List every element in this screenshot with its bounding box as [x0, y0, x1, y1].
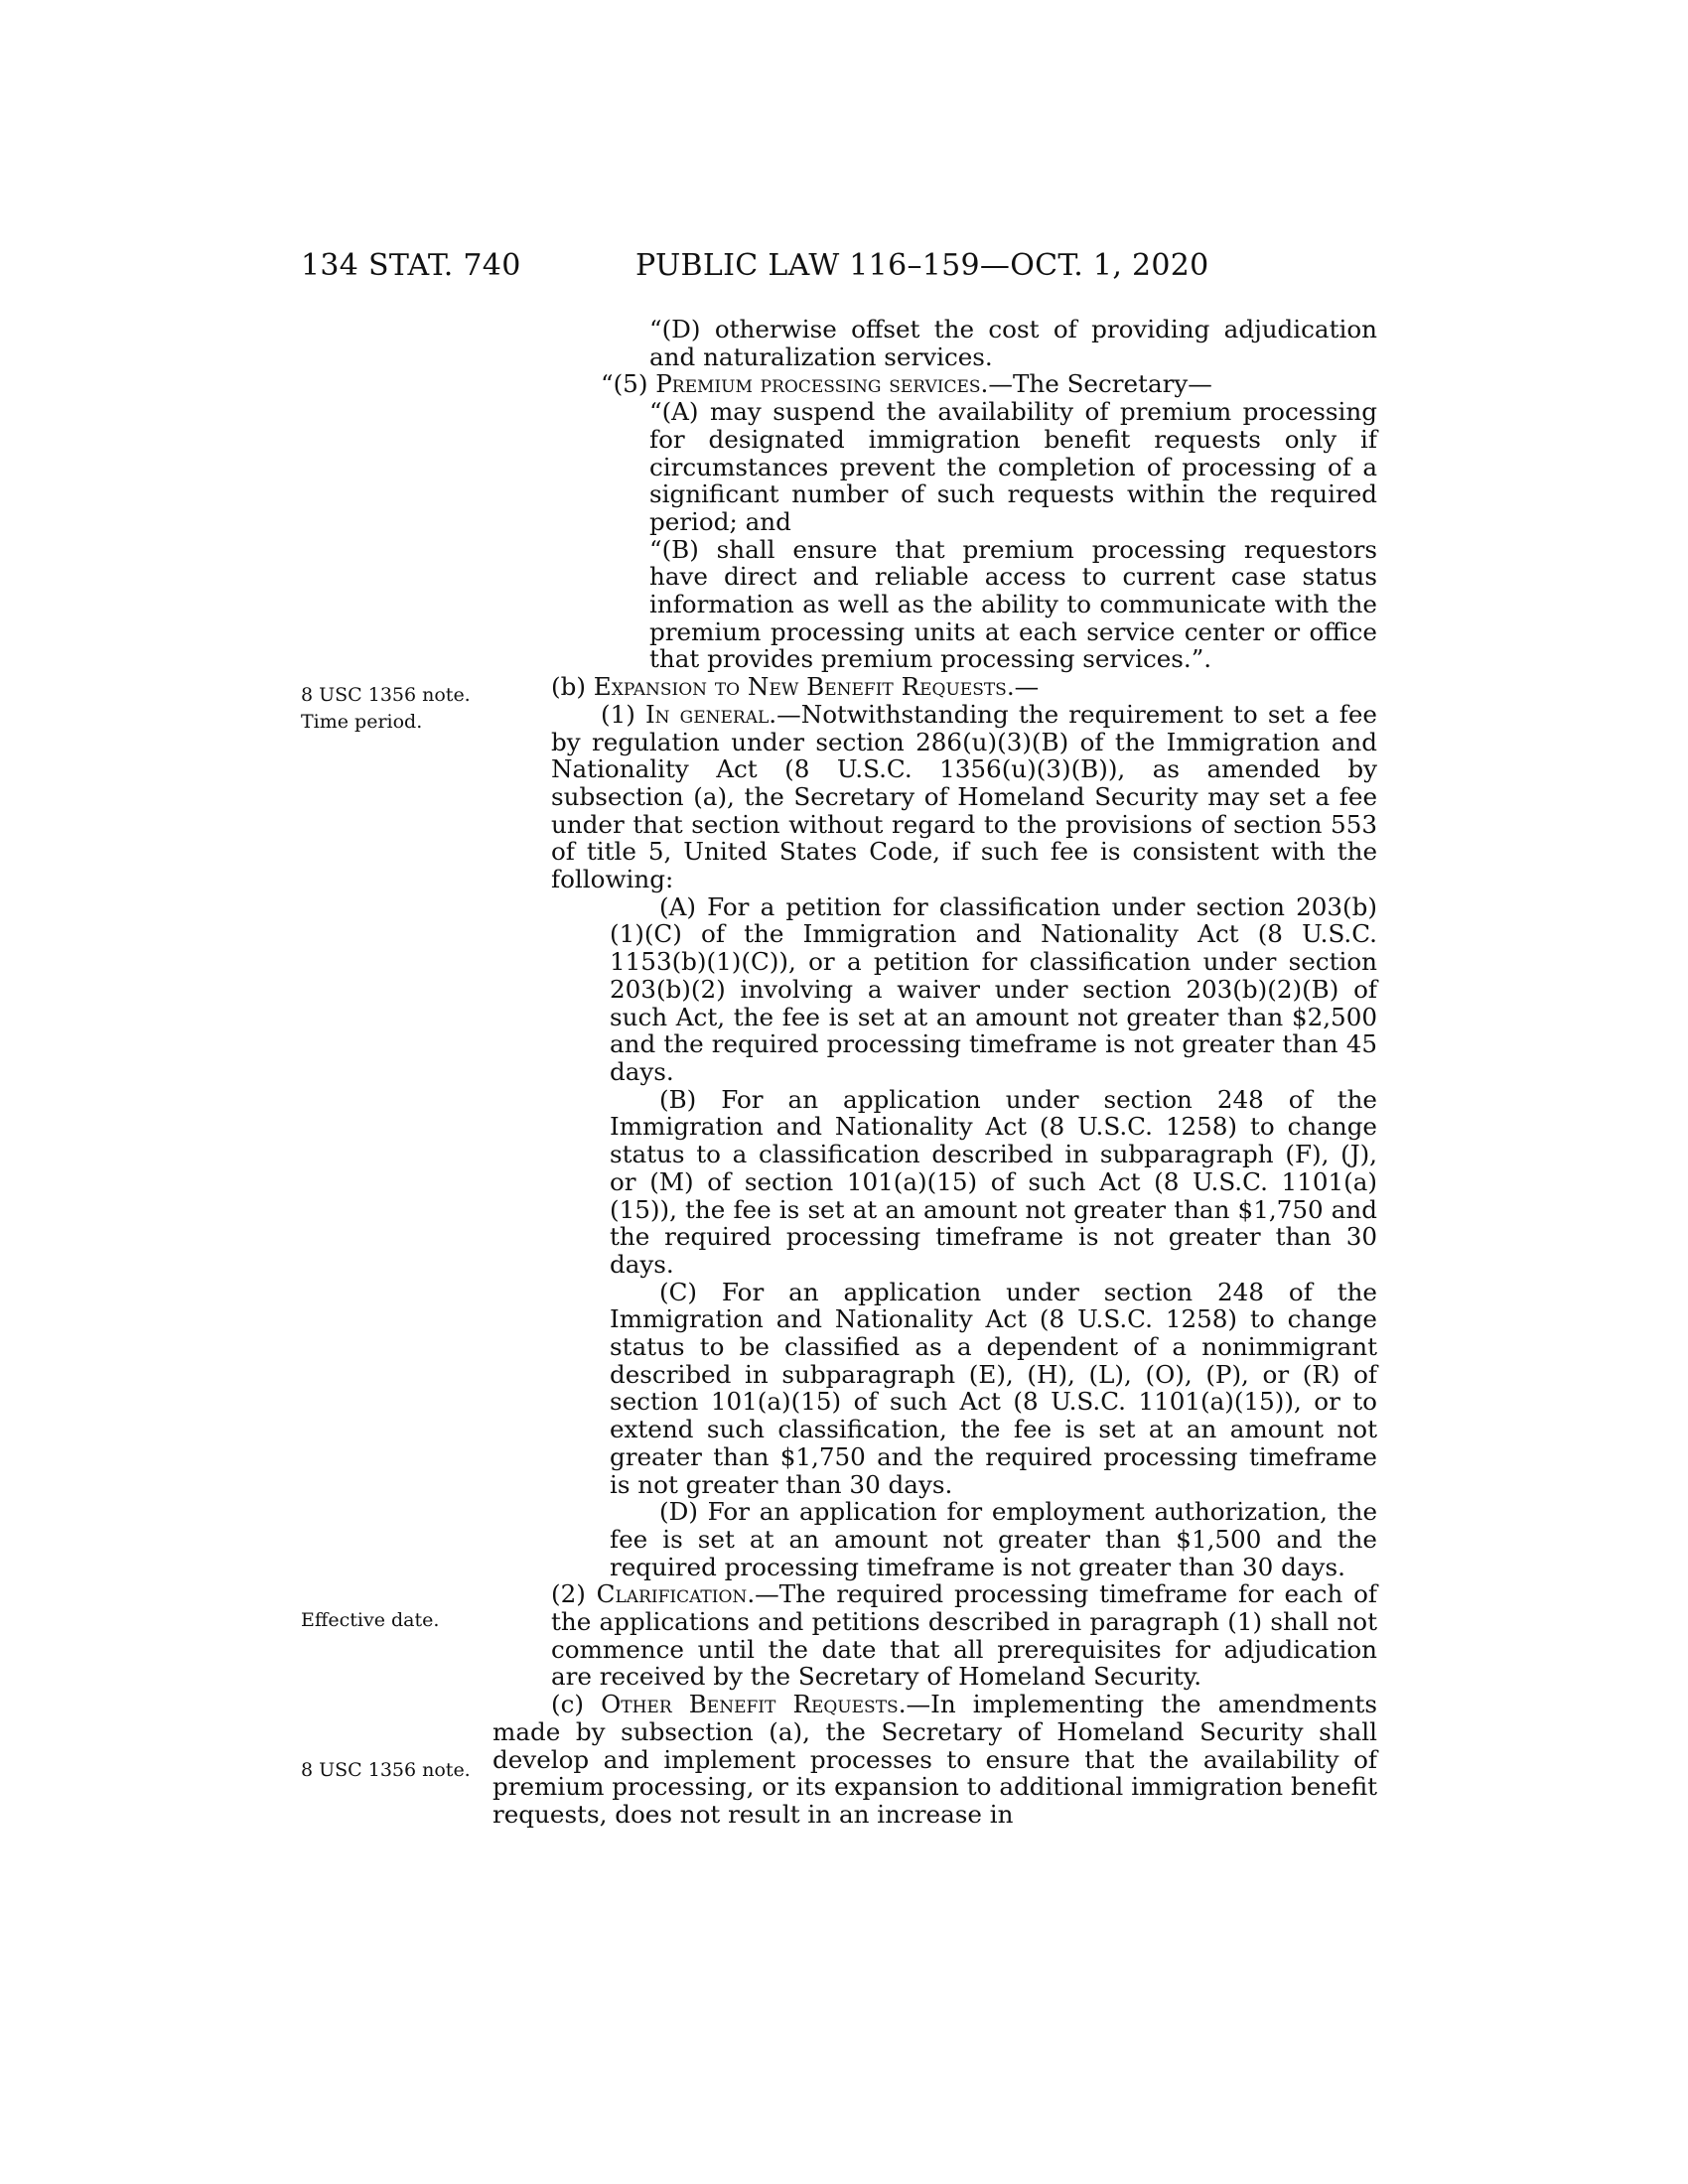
margin-note-time-period: Time period. — [301, 711, 423, 733]
margin-note-usc: 8 USC 1356 note. — [301, 684, 471, 706]
subsection-b-number: (b) — [551, 672, 594, 702]
clause-a: “(A) may suspend the availability of premium processing for designated immigration benefit requests only if circumstances prevent the completion of processing of a significant number of such requests within the required period; and — [649, 397, 1377, 536]
subsection-c-heading: Other Benefit Requests — [601, 1690, 899, 1719]
subsection-b-heading: Expansion to New Benefit Requests — [593, 672, 1007, 702]
subparagraph-d: (D) For an application for employment authorization, the fee is set at an amount not greater than $1,500 and the required processing timeframe is not greater than 30 days. — [610, 1497, 1377, 1581]
margin-note-effective-date: Effective date. — [301, 1609, 440, 1631]
subsection-c — [492, 1691, 1377, 1829]
paragraph-b1-number: (1) — [601, 699, 645, 729]
subsection-b-text: .— — [1006, 672, 1040, 702]
clause-d: “(D) otherwise offset the cost of providing adjudication and naturalization services. — [649, 315, 1377, 371]
paragraph-b1 — [551, 701, 1377, 893]
subparagraph-b: (B) For an application under section 248 of the Immigration and Nationality Act (8 U.S.C. 1258) to change status to a classification described in subparagraph (F), (J), or (M) of section 101(a)(15) of such Act (8 U.S.C. 1101(a)(15)), the fee is set at an amount not greater than $1,750 and the required processing timeframe is not greater than 30 days. — [610, 1084, 1377, 1279]
running-header-title: PUBLIC LAW 116–159—OCT. 1, 2020 — [635, 248, 1209, 283]
paragraph-b2-heading: Clarification — [596, 1579, 748, 1609]
subsection-c-text: .—In implementing the amendments made by subsection (a), the Secretary of Homeland Security shall develop and implement processes to ensure that the availability of premium processing, or its expansion to additional immigration benefit requests, does not result in an increase in — [492, 1690, 1377, 1829]
page-stat-citation: 134 STAT. 740 — [301, 248, 521, 283]
paragraph-b1-heading: In general — [644, 699, 770, 729]
subsection-b — [551, 673, 1377, 701]
paragraph-5 — [551, 370, 1377, 398]
subparagraph-c: (C) For an application under section 248 of the Immigration and Nationality Act (8 U.S.C. 1258) to change status to be classified as a dependent of a nonimmigrant described in subparagraph (E), (H), (L), (O), (P), or (R) of section 101(a)(15) of such Act (8 U.S.C. 1101(a)(15)), or to extend such classification, the fee is set at an amount not greater than $1,750 and the required processing timeframe is not greater than 30 days. — [610, 1277, 1377, 1499]
paragraph-b2 — [551, 1580, 1377, 1691]
paragraph-b2-number: (2) — [551, 1579, 597, 1609]
clause-b: “(B) shall ensure that premium processing requestors have direct and reliable access to current case status information as well as the ability to communicate with the premium processing units at each service center or office that provides premium processing services.”. — [649, 534, 1377, 674]
paragraph-5-number: “(5) — [601, 369, 656, 399]
paragraph-5-heading: Premium processing services — [655, 369, 981, 399]
subparagraph-a: (A) For a petition for classification under section 203(b)(1)(C) of the Immigration and Nationality Act (8 U.S.C. 1153(b)(1)(C)), or a petition for classification under section 203(b)(2) involving a waiver under section 203(b)(2)(B) of such Act, the fee is set at an amount not greater than $2,500 and the required processing timeframe is not greater than 45 days. — [610, 891, 1377, 1086]
subsection-c-number: (c) — [551, 1690, 602, 1719]
margin-note-usc-2: 8 USC 1356 note. — [301, 1759, 471, 1781]
paragraph-b1-text: .—Notwithstanding the requirement to set a fee by regulation under section 286(u)(3)(B) of the Immigration and Nationality Act (8 U.S.C. 1356(u)(3)(B)), as amended by subsection (a), the Secretary of Homeland Security may set a fee under that section without regard to the provisions of section 553 of title 5, United States Code, if such fee is consistent with the following: — [551, 699, 1377, 894]
statute-body — [492, 315, 1378, 1829]
paragraph-5-text: .—The Secretary— — [980, 369, 1212, 399]
paragraph-b2-text: .—The required processing timeframe for each of the applications and petitions described in paragraph (1) shall not commence until the date that all prerequisites for adjudication are received by the Secretary of Homeland Security. — [551, 1579, 1378, 1692]
